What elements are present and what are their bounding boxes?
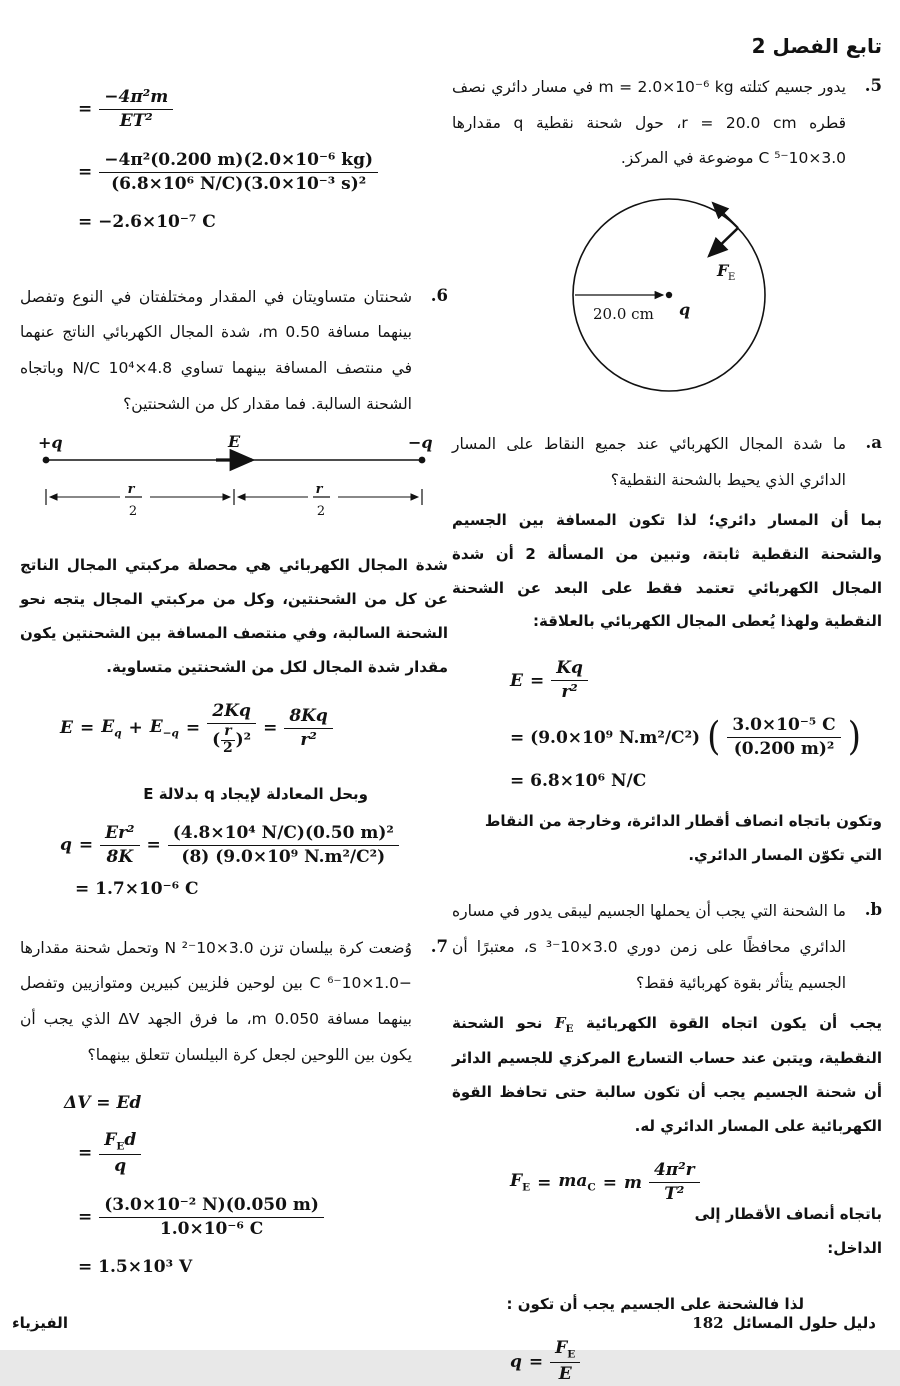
negative-charge-label: −q (408, 433, 433, 453)
force-label: F (717, 260, 729, 280)
fraction: $\frac{\text{Er²}}{8K}$ (100, 822, 139, 869)
fraction: $\frac{\text{4π²r}}{\text{T²}}$ (649, 1159, 700, 1206)
force-label-sub: E (728, 271, 736, 283)
part-a-answer: بما أن المسار دائري؛ لذا تكون المسافة بين الجسيم والشحنة النقطية ثابتة، وتبين من المسألة 2 أن شدة المجال الكهربائي تعتمد فقط على البعد عن الشحنة النقطية ولهذا يُعطى المجال الكهربائي بالعلاقة: (452, 511, 882, 631)
eq-6-result: = 1.7×10⁻⁶ C (75, 878, 199, 899)
fraction: $\frac{F_E}{E}$ (550, 1337, 580, 1386)
eq-a-line2: = (9.0×10⁹ N.m²/C²) ( $\frac{\text{3.0×10⁻⁵ C}}{\text{(0.200 m)²}}$ ) (510, 714, 861, 761)
part-a-marker: a. (865, 432, 882, 452)
half-distance-2: 2 (128, 504, 138, 520)
part-b-answer: يجب أن يكون اتجاه القوة الكهربائية $F_E$ نحو الشحنة النقطية، ويتبن عند حساب التسارع المركزي للجسيم الدائر أن شحنة الجسيم يجب أن تكون سالبة حتى تحافظ القوة الكهربائية على المسار الدائري له. (452, 1014, 882, 1135)
footer-subject: الفيزياء (12, 1314, 68, 1332)
part-b-question: ما الشحنة التي يجب أن يحملها الجسيم ليبقى يدور في مساره الدائري محافظًا على زمن دوري 3.0×10⁻³ s، معتبرًا أن الجسيم يتأثر بقوة كهربائية فقط؟ (452, 902, 846, 992)
eq-5cont-line1: = $\frac{\text{−4π²m}}{\text{ET²}}$ (78, 86, 448, 133)
circular-path-diagram (527, 189, 807, 401)
part-a (452, 427, 882, 498)
fraction: $\frac{Kq}{\text{r²}}$ (551, 657, 588, 704)
part-b-note-inward: باتجاه أنصاف الأقطار إلى الداخل: (694, 1205, 882, 1257)
problem-5-text: يدور جسيم كتلته m = 2.0×10⁻⁶ kg في مسار دائري نصف قطره r = 20.0 cm، حول شحنة نقطية q مقدارها 3.0×10⁻⁵ C موضوعة في المركز. (452, 78, 846, 168)
eq-7-line3: = $\frac{\text{(3.0×10⁻² N)(0.050 m)}}{\text{1.0×10⁻⁶ C}}$ (78, 1194, 448, 1241)
part-b-note-charge: لذا فالشحنة على الجسيم يجب أن تكون : (506, 1294, 804, 1313)
eq-a-result: = 6.8×10⁶ N/C (510, 770, 647, 791)
field-label: E (228, 432, 241, 452)
problem-5 (452, 70, 882, 177)
fraction: $\frac{\text{(4.8×10⁴ N/C)(0.50 m)²}}{\text{(8) (9.0×10⁹ N.m²/C²)}}$ (168, 822, 399, 869)
footer-manual (692, 1314, 876, 1332)
negative-charge-dot (419, 457, 426, 464)
force-symbol: F (554, 1014, 566, 1033)
problem-6-answer: شدة المجال الكهربائي هي محصلة مركبتي المجال الناتج عن كل من الشحنتين، وكل من مركبتي المجال يتجه نحو الشحنة السالبة، وفي منتصف المسافة بين الشحنتين يكون مقدار شدة المجال لكل من الشحنتين متساوية. (20, 556, 448, 676)
fraction: $\frac{\text{−4π²m}}{\text{ET²}}$ (99, 86, 173, 133)
eq-7-line2: = $\frac{F_Ed}{q}$ (78, 1129, 448, 1178)
close-paren: ) (847, 714, 861, 761)
eq-a-line1: E = $\frac{Kq}{\text{r²}}$ (510, 657, 882, 704)
problem-6-number: 6. (430, 285, 448, 305)
fraction: $\frac{F_Ed}{q}$ (99, 1129, 141, 1178)
half-distance-2: 2 (316, 504, 326, 520)
part-b (452, 894, 882, 1001)
page-number: 182 (692, 1314, 724, 1332)
part-a-question: ما شدة المجال الكهربائي عند جميع النقاط على المسار الدائري الذي يحيط بالشحنة النقطية؟ (452, 434, 846, 489)
half-distance-r: r (127, 482, 135, 498)
eq-6-charge: q = $\frac{\text{Er²}}{8K}$ = $\frac{\text{(4.8×10⁴ N/C)(0.50 m)²}}{\text{(8) (9.0×10⁹ N.m²/C²)}}$ (60, 822, 448, 869)
eq-5cont-line2: = $\frac{\text{−4π²(0.200 m)(2.0×10⁻⁶ kg)}}{\text{(6.8×10⁶ N/C)(3.0×10⁻³ s)²}}$ (78, 149, 448, 196)
center-charge-label: q (679, 299, 691, 319)
two-charges-diagram (32, 432, 436, 531)
eq-5cont-result: = −2.6×10⁻⁷ C (78, 211, 216, 232)
fraction: $\frac{\text{−4π²(0.200 m)(2.0×10⁻⁶ kg)}}{\text{(6.8×10⁶ N/C)(3.0×10⁻³ s)²}}$ (99, 149, 378, 196)
problem-7-number: 7. (430, 936, 448, 956)
problem-6 (20, 280, 448, 423)
problem-7-text: وُضعت كرة بيلسان تزن 3.0×10⁻² N وتحمل شحنة مقدارها −1.0×10⁻⁶ C بين لوحين فلزيين كبيرين ومتوازيين وتفصل بينهما مسافة 0.050 m، ما فرق الجهد ΔV الذي يجب أن يكون بين اللوحين لجعل كرة البيلسان تتعلق بينهما؟ (20, 938, 412, 1064)
positive-charge-dot (43, 457, 50, 464)
part-b-marker: b. (864, 900, 882, 920)
positive-charge-label: +q (38, 433, 63, 453)
problem-5-number: 5. (864, 76, 882, 95)
electric-force-arrow (709, 228, 738, 256)
right-column (452, 0, 882, 1386)
eq-7-line1: ΔV = Ed (64, 1093, 142, 1114)
chapter-header: تابع الفصل 2 (751, 34, 882, 58)
solve-for-q-note: وبحل المعادلة لإيجاد q بدلالة E (143, 785, 368, 804)
fraction: $\frac{8Kq}{\text{r²}}$ (284, 705, 333, 752)
problem-6-text: شحنتان متساويتان في المقدار ومختلفتان في النوع وتفصل بينهما مسافة 0.50 m، شدة المجال الكهربائي الناتج عنهما في منتصف المسافة بينهما تساوي 4.8×10⁴ N/C وباتجاه الشحنة السالبة. فما مقدار كل من الشحنتين؟ (20, 287, 412, 413)
eq-7-result: = 1.5×10³ V (78, 1256, 193, 1277)
fraction: 2Kq ( r 2 )² (207, 700, 256, 756)
part-a-direction-note: وتكون باتجاه انصاف أقطار الدائرة، وخارجة من النقاط التي تكوّن المسار الدائري. (484, 811, 882, 864)
radius-label: 20.0 cm (593, 304, 654, 323)
eq-6-field: E = $E_q$ + $E_{-q}$ = 2Kq ( r 2 )² = $\frac{8Kq}{\text{r²}}$ (60, 700, 448, 756)
fraction: $\frac{\text{(3.0×10⁻² N)(0.050 m)}}{\text{1.0×10⁻⁶ C}}$ (99, 1194, 324, 1241)
eq-b-charge: q = $\frac{F_E}{E}$ (510, 1337, 882, 1386)
fraction: $\frac{\text{3.0×10⁻⁵ C}}{\text{(0.200 m)²}}$ (727, 714, 840, 761)
eq-a-lhs: E (510, 670, 523, 691)
center-charge-dot (666, 292, 672, 298)
manual-title: دليل حلول المسائل (732, 1314, 876, 1332)
problem-7 (20, 931, 448, 1074)
velocity-arrow (713, 203, 738, 228)
inner-fraction: r 2 (223, 723, 233, 756)
eq-b-force: $F_E$ = $ma_C$ = m $\frac{\text{4π²r}}{\text{T²}}$ (510, 1159, 882, 1206)
left-column (20, 0, 448, 1277)
open-paren: ( (707, 714, 721, 761)
half-distance-r: r (315, 482, 323, 498)
